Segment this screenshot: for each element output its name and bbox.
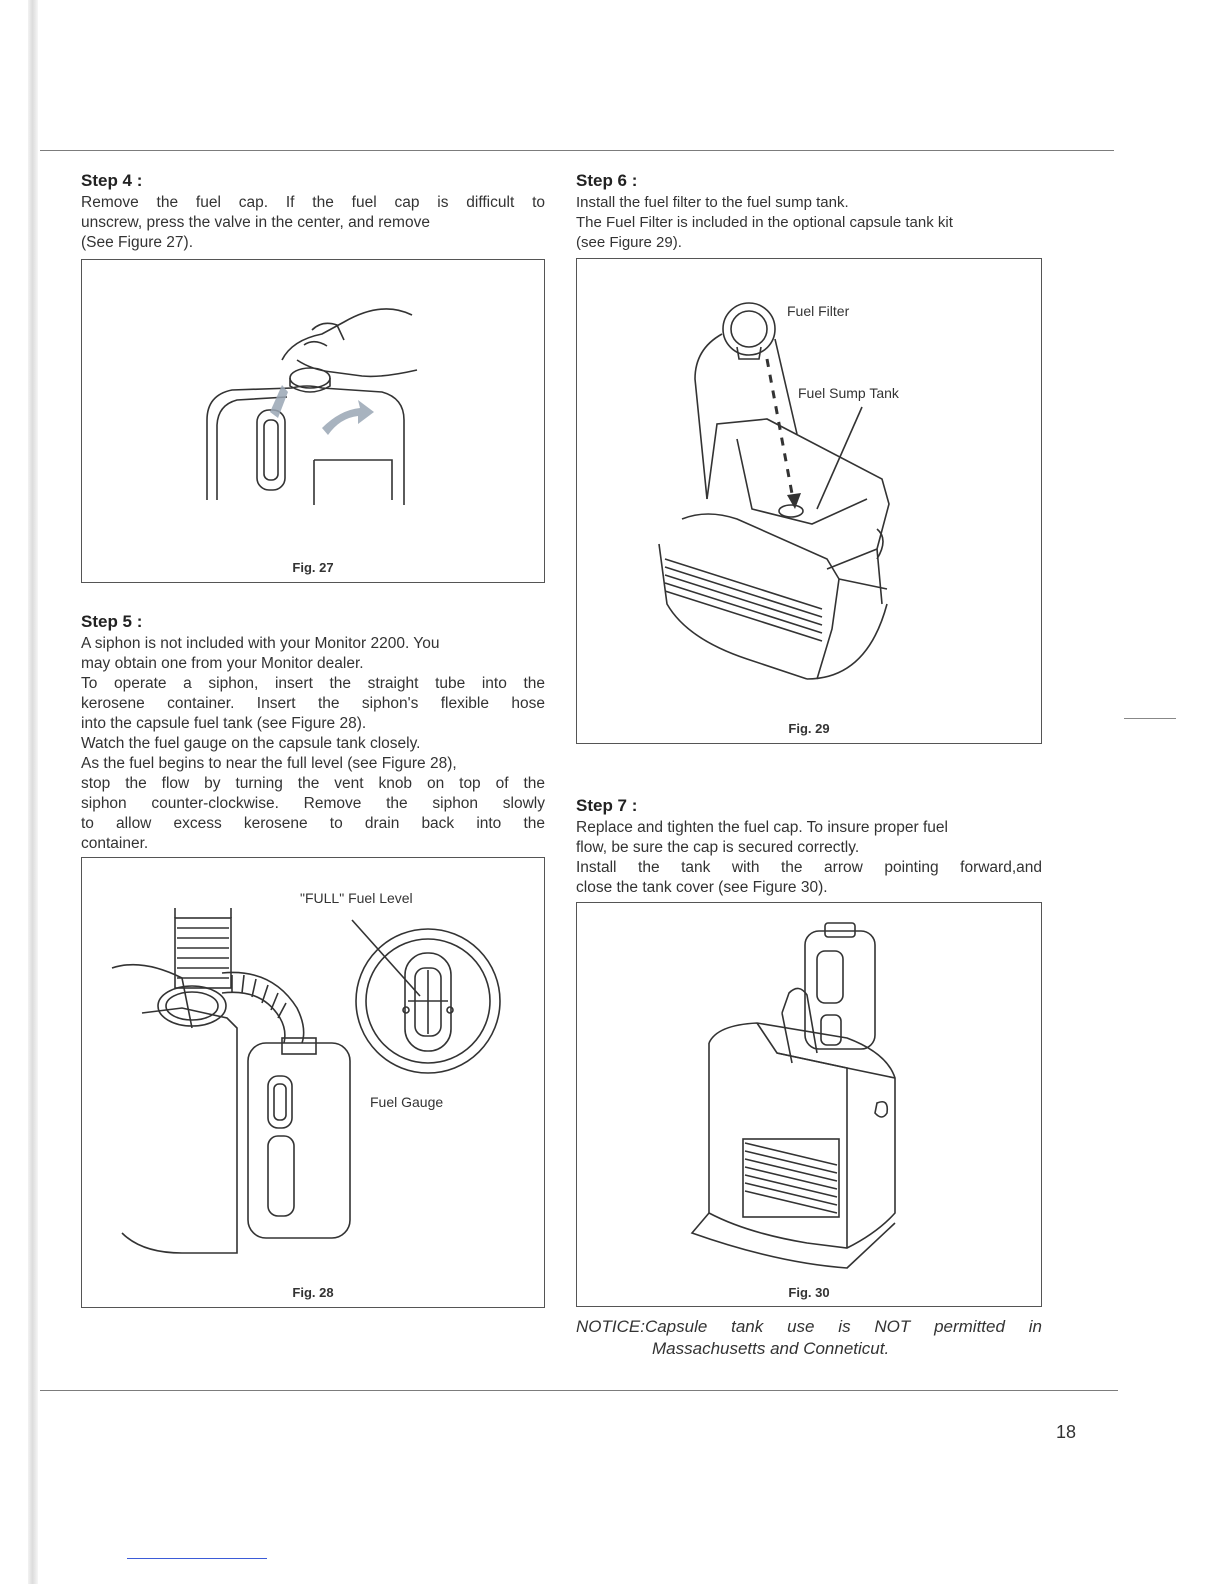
step4-body — [81, 193, 545, 253]
step5-line: to allow excess kerosene to drain back into the — [81, 815, 545, 832]
tank-install-illustration — [577, 903, 1041, 1306]
step5-line: As the fuel begins to near the full level (see Figure 28), — [81, 755, 457, 772]
notice-line-2: Massachusetts and Conneticut. — [652, 1339, 890, 1358]
fig29-fuel-filter-label: Fuel Filter — [787, 303, 850, 319]
step7-line: close the tank cover (see Figure 30). — [576, 879, 828, 896]
step6-line: The Fuel Filter is included in the optional capsule tank kit — [576, 214, 953, 231]
bottom-rule — [40, 1390, 1118, 1391]
margin-mark — [1124, 718, 1176, 719]
step5-line: siphon counter-clockwise. Remove the siphon slowly — [81, 795, 545, 812]
step6-section — [576, 171, 1046, 253]
step5-line: A siphon is not included with your Monitor 2200. You — [81, 635, 440, 652]
step4-line: Remove the fuel cap. If the fuel cap is difficult to — [81, 194, 545, 211]
fig27-caption: Fig. 27 — [292, 560, 334, 575]
page-number: 18 — [1056, 1422, 1077, 1442]
step6-line: Install the fuel filter to the fuel sump tank. — [576, 194, 849, 211]
figure-27 — [81, 259, 545, 583]
fig28-caption: Fig. 28 — [292, 1285, 334, 1300]
step5-section — [81, 612, 545, 854]
figure-29 — [576, 258, 1042, 744]
step4-title: Step 4 : — [81, 171, 143, 190]
fig29-fuel-sump-tank-label: Fuel Sump Tank — [798, 385, 899, 401]
step7-body — [576, 818, 1042, 898]
step5-line: into the capsule fuel tank (see Figure 28). — [81, 715, 367, 732]
step7-line: Replace and tighten the fuel cap. To insure proper fuel — [576, 819, 948, 836]
notice-line-1: NOTICE:Capsule tank use is NOT permitted in — [576, 1317, 1042, 1336]
fuel-cap-illustration — [82, 260, 544, 582]
step6-title: Step 6 : — [576, 171, 638, 190]
step5-line: Watch the fuel gauge on the capsule tank closely. — [81, 735, 421, 752]
step4-line: (See Figure 27). — [81, 234, 193, 251]
step6-body — [576, 193, 1046, 253]
step5-line: kerosene container. Insert the siphon's flexible hose — [81, 695, 545, 712]
top-rule — [40, 150, 1114, 151]
step7-line: flow, be sure the cap is secured correctly. — [576, 839, 860, 856]
fig30-caption: Fig. 30 — [788, 1285, 830, 1300]
step5-line: container. — [81, 835, 149, 852]
step5-title: Step 5 : — [81, 612, 143, 631]
fig29-caption: Fig. 29 — [788, 721, 830, 736]
step5-line: may obtain one from your Monitor dealer. — [81, 655, 364, 672]
fuel-filter-illustration — [577, 259, 1041, 743]
step4-section — [81, 171, 545, 253]
fig28-fuel-gauge-label: Fuel Gauge — [370, 1094, 444, 1110]
figure-28 — [81, 857, 545, 1308]
step6-line: (see Figure 29). — [576, 234, 682, 251]
step5-line: To operate a siphon, insert the straight tube into the — [81, 675, 545, 692]
step7-section — [576, 796, 1042, 898]
step4-line: unscrew, press the valve in the center, and remove — [81, 214, 430, 231]
step7-title: Step 7 : — [576, 796, 638, 815]
fig28-full-level-label: "FULL" Fuel Level — [300, 890, 413, 906]
siphon-illustration — [82, 858, 544, 1307]
step5-line: stop the flow by turning the vent knob on top of the — [81, 775, 545, 792]
figure-30 — [576, 902, 1042, 1307]
footer-link-line — [127, 1558, 267, 1559]
notice — [576, 1316, 1042, 1360]
step5-body — [81, 634, 545, 854]
step7-line: Install the tank with the arrow pointing forward,and — [576, 859, 1042, 876]
binding-shadow — [28, 0, 38, 1584]
